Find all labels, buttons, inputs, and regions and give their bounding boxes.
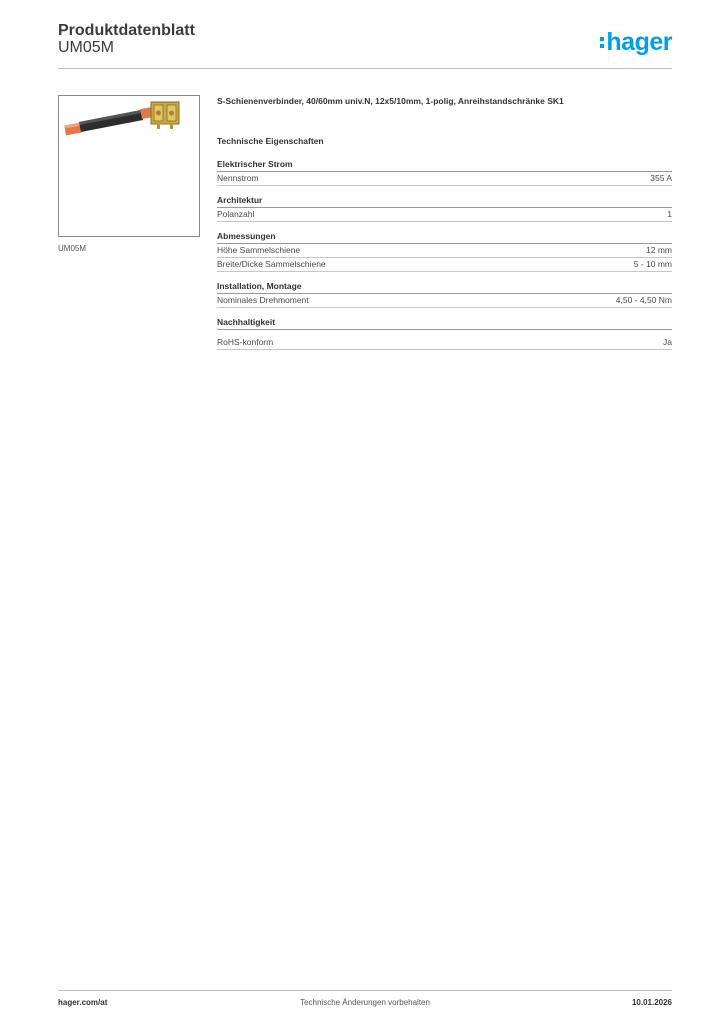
section-title: Abmessungen	[217, 231, 672, 244]
product-code: UM05M	[58, 39, 115, 56]
property-label: Nominales Drehmoment	[217, 295, 309, 305]
property-value: Ja	[663, 337, 672, 347]
property-value: 4,50 - 4,50 Nm	[615, 295, 672, 305]
footer-divider	[58, 990, 672, 991]
property-label: Höhe Sammelschiene	[217, 245, 301, 255]
property-value: 5 - 10 mm	[633, 259, 672, 269]
document-title: Produktdatenblatt	[58, 22, 195, 39]
property-row	[217, 336, 672, 350]
property-row	[217, 258, 672, 272]
property-label: Breite/Dicke Sammelschiene	[217, 259, 326, 269]
image-caption: UM05M	[58, 244, 87, 253]
section-dimensions	[217, 231, 672, 272]
section-architecture	[217, 195, 672, 222]
product-description: S-Schienenverbinder, 40/60mm univ.N, 12x5/10mm, 1-polig, Anreihstandschränke SK1	[217, 96, 564, 106]
section-title: Elektrischer Strom	[217, 159, 672, 172]
property-value: 355 A	[650, 173, 672, 183]
property-label: Polanzahl	[217, 209, 255, 219]
product-details	[217, 96, 672, 359]
product-image	[58, 95, 200, 237]
document-date: 10.01.2026	[631, 998, 672, 1007]
logo-dots-icon	[600, 32, 604, 52]
property-label: RoHS-konform	[217, 337, 274, 347]
website-link[interactable]: hager.com/at	[58, 998, 108, 1007]
section-title: Installation, Montage	[217, 281, 672, 294]
property-row	[217, 208, 672, 222]
page-header	[58, 20, 672, 68]
section-title: Nachhaltigkeit	[217, 317, 672, 330]
section-sustainability	[217, 317, 672, 350]
property-value: 1	[667, 209, 672, 219]
section-installation	[217, 281, 672, 308]
disclaimer: Technische Änderungen vorbehalten	[300, 998, 430, 1007]
section-electrical-current	[217, 159, 672, 186]
section-title: Architektur	[217, 195, 672, 208]
property-row	[217, 172, 672, 186]
property-label: Nennstrom	[217, 173, 259, 183]
property-row	[217, 294, 672, 308]
technical-properties-heading: Technische Eigenschaften	[217, 136, 324, 146]
logo-text: hager	[606, 27, 672, 56]
page-footer	[58, 998, 672, 1012]
header-divider	[58, 68, 672, 69]
busbar-connector-icon	[59, 96, 199, 236]
hager-logo	[600, 28, 672, 56]
property-row	[217, 244, 672, 258]
property-value: 12 mm	[646, 245, 672, 255]
